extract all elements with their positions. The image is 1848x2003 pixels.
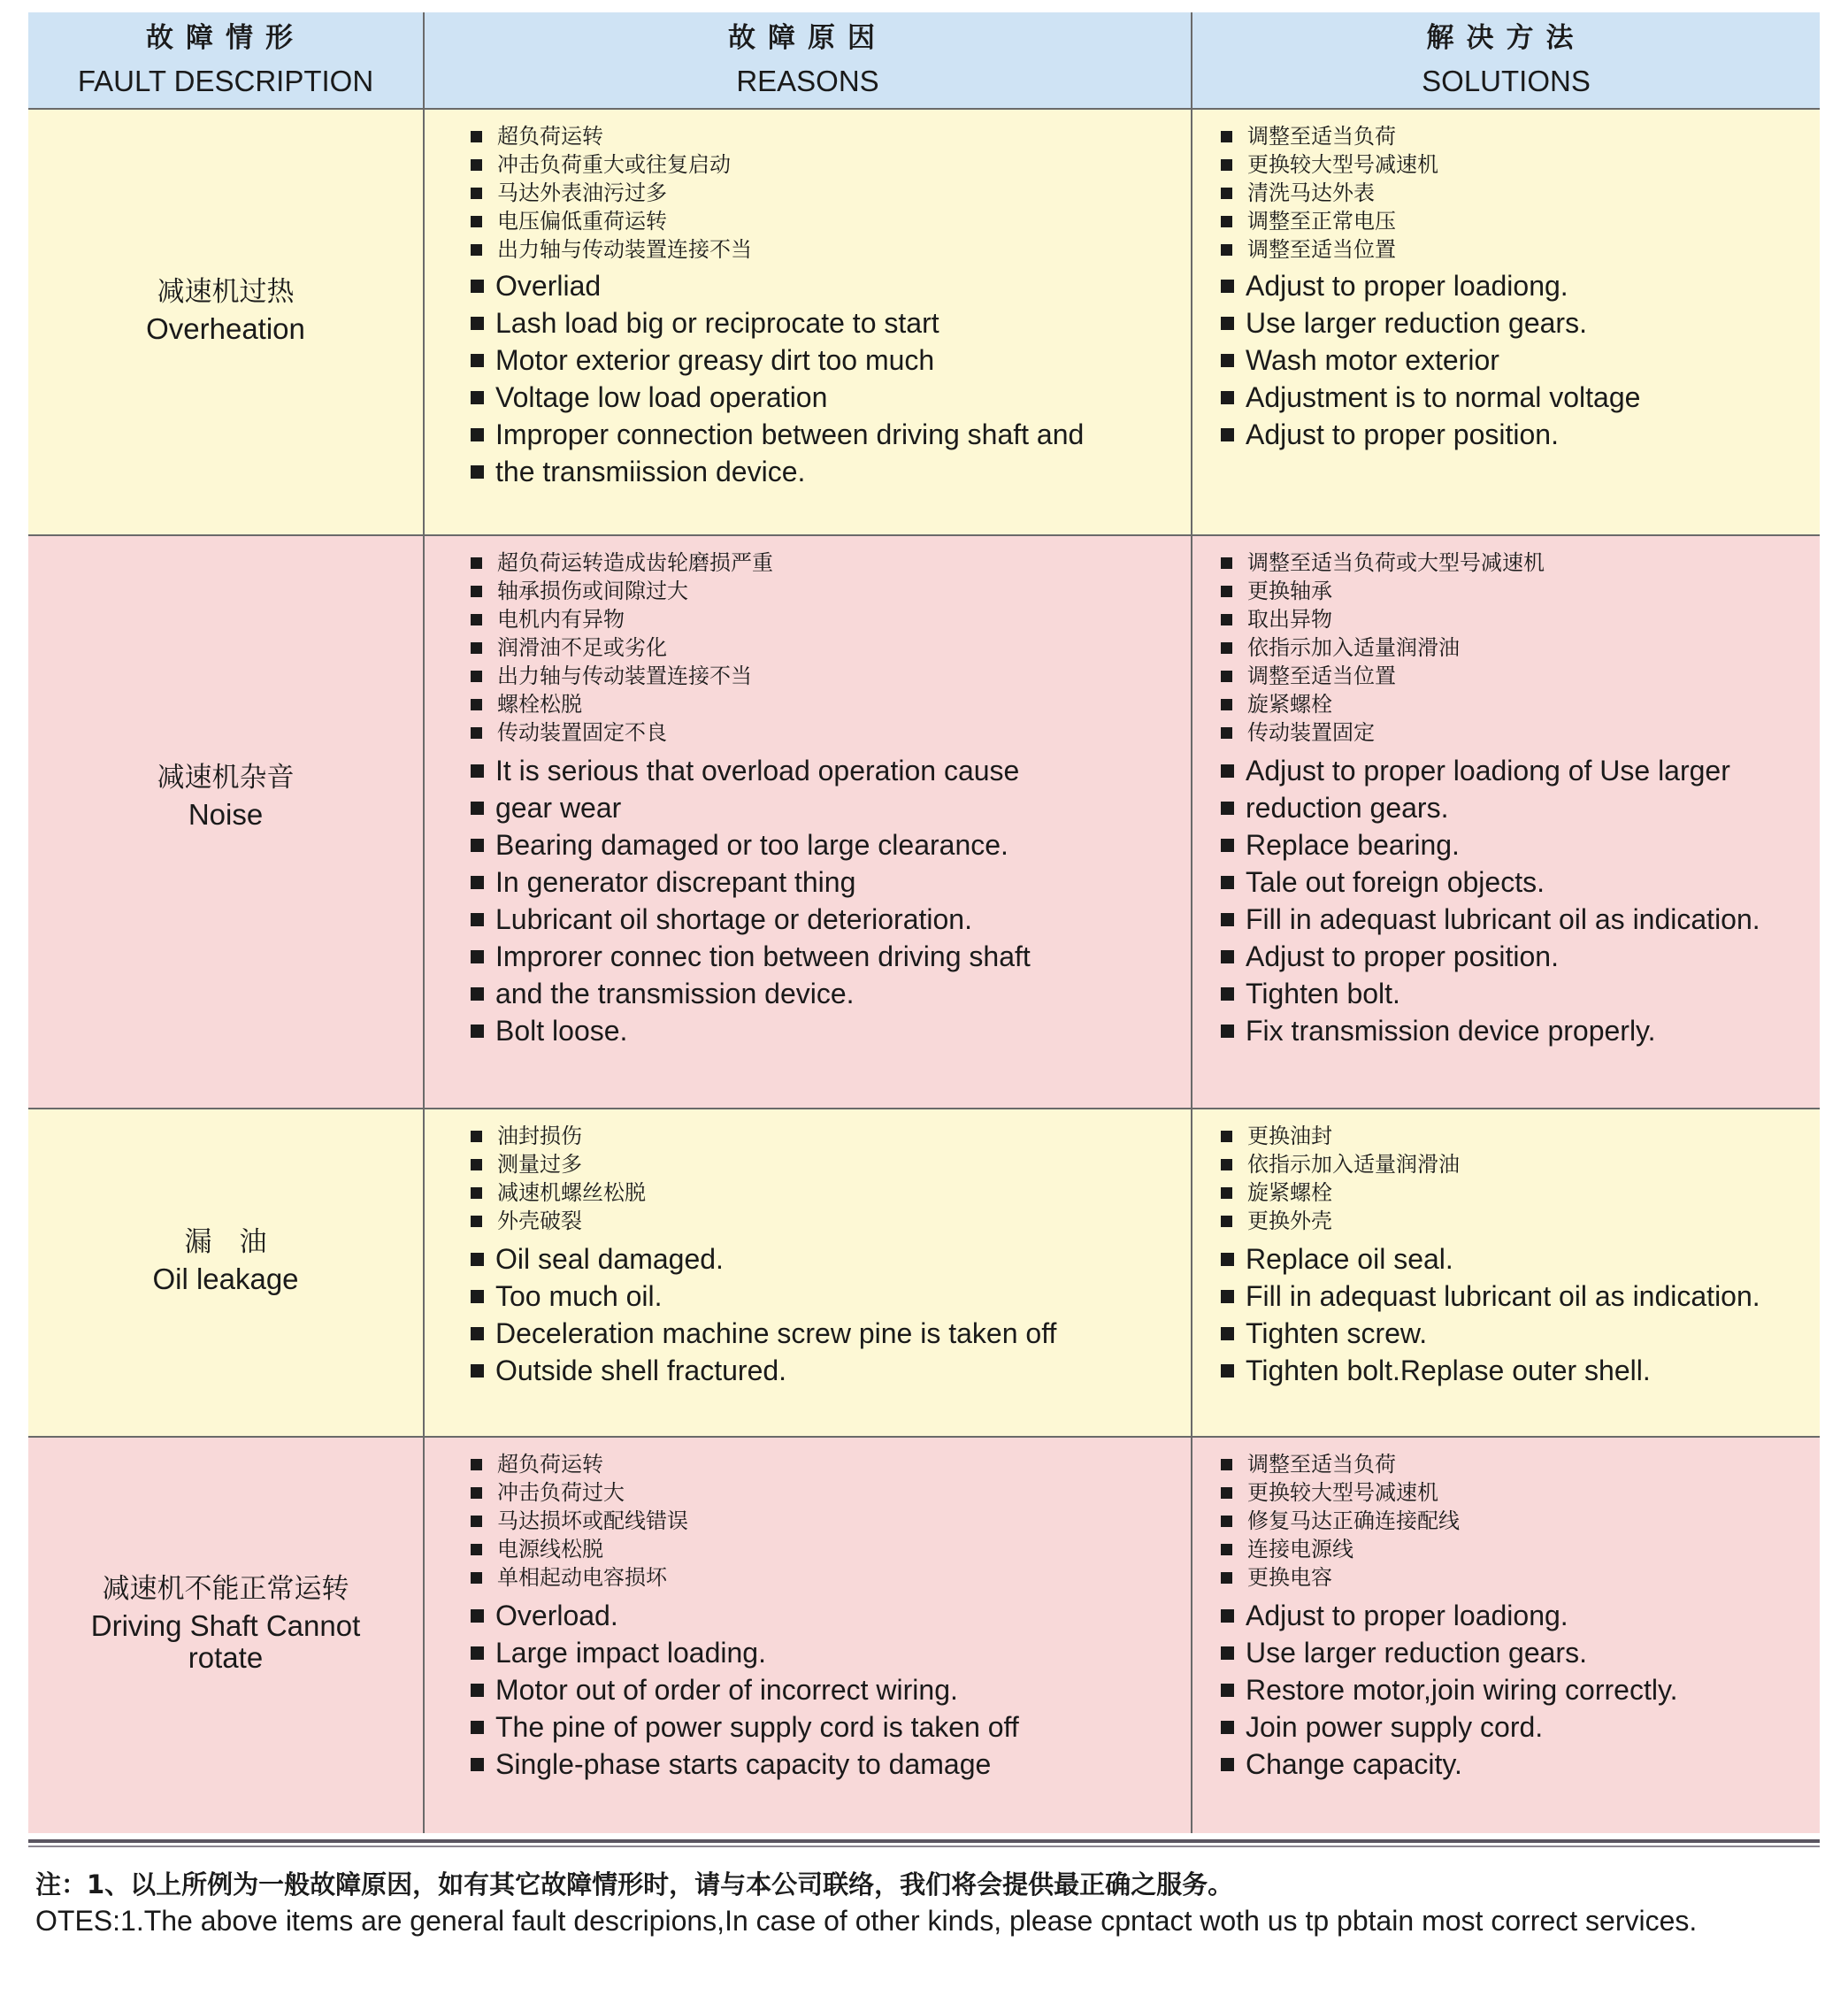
list-item: 更换轴承	[1221, 577, 1820, 605]
list-item: 调整至适当位置	[1221, 662, 1820, 690]
list-item: Deceleration machine screw pine is taken off	[471, 1315, 1191, 1352]
fault-cell	[28, 1437, 424, 1833]
list-item: 调整至适当位置	[1221, 235, 1820, 264]
reasons-en-list	[471, 1597, 1191, 1783]
list-item: 清洗马达外表	[1221, 179, 1820, 207]
list-item: Improper connection between driving shaft and	[471, 416, 1191, 453]
list-item: the transmiission device.	[471, 453, 1191, 490]
table-bottom-rule	[28, 1839, 1820, 1843]
list-item: 出力轴与传动装置连接不当	[471, 235, 1191, 264]
list-item: 修复马达正确连接配线	[1221, 1507, 1820, 1535]
list-item: 测量过多	[471, 1150, 1191, 1178]
reasons-cn-list	[471, 1450, 1191, 1592]
list-item: 油封损伤	[471, 1122, 1191, 1150]
header-fault-description	[28, 12, 424, 109]
list-item: Improrer connec tion between driving shaft	[471, 938, 1191, 975]
list-item: 减速机螺丝松脱	[471, 1178, 1191, 1207]
list-item: 轴承损伤或间隙过大	[471, 577, 1191, 605]
fault-cn: 漏 油	[184, 1225, 267, 1258]
list-item: 更换油封	[1221, 1122, 1820, 1150]
list-item: 超负荷运转造成齿轮磨损严重	[471, 549, 1191, 577]
list-item: 超负荷运转	[471, 122, 1191, 150]
table-row	[28, 109, 1820, 535]
fault-en: Overheation	[146, 312, 305, 345]
list-item: Bolt loose.	[471, 1012, 1191, 1049]
list-item: Adjustment is to normal voltage	[1221, 379, 1820, 416]
list-item: 传动装置固定	[1221, 718, 1820, 747]
header-solutions-cn: 解决方法	[1426, 22, 1586, 54]
list-item: and the transmission device.	[471, 975, 1191, 1012]
list-item: 马达损坏或配线错误	[471, 1507, 1191, 1535]
list-item: 更换电容	[1221, 1563, 1820, 1592]
solutions-cell	[1192, 535, 1820, 1109]
list-item: Adjust to proper loadiong.	[1221, 1597, 1820, 1634]
reasons-cell	[424, 109, 1192, 535]
reasons-en-list	[471, 267, 1191, 490]
fault-cell	[28, 1109, 424, 1437]
list-item: 电压偏低重荷运转	[471, 207, 1191, 235]
list-item: 旋紧螺栓	[1221, 1178, 1820, 1207]
reasons-cn-list	[471, 122, 1191, 264]
list-item: 冲击负荷过大	[471, 1478, 1191, 1507]
list-item: reduction gears.	[1221, 789, 1820, 826]
header-reasons-cn: 故障原因	[728, 22, 887, 54]
list-item: Lubricant oil shortage or deterioration.	[471, 901, 1191, 938]
fault-en: Noise	[188, 798, 264, 831]
list-item: 电机内有异物	[471, 605, 1191, 633]
list-item: Overliad	[471, 267, 1191, 304]
list-item: 旋紧螺栓	[1221, 690, 1820, 718]
header-solutions-en: SOLUTIONS	[1422, 65, 1591, 97]
list-item: Fill in adequast lubricant oil as indication.	[1221, 1278, 1820, 1315]
list-item: Fill in adequast lubricant oil as indication.	[1221, 901, 1820, 938]
footnote-en: OTES:1.The above items are general fault descripions,In case of other kinds, please cpntact woth us tp pbtain most correct services.	[35, 1905, 1698, 1937]
reasons-cn-list	[471, 549, 1191, 747]
solutions-en-list	[1221, 1597, 1820, 1783]
solutions-cell	[1192, 1437, 1820, 1833]
fault-cn: 减速机过热	[157, 276, 295, 308]
list-item: 外壳破裂	[471, 1207, 1191, 1235]
list-item: Tale out foreign objects.	[1221, 863, 1820, 901]
reasons-cn-list	[471, 1122, 1191, 1235]
list-item: 出力轴与传动装置连接不当	[471, 662, 1191, 690]
solutions-en-list	[1221, 752, 1820, 1049]
list-item: Tighten bolt.Replase outer shell.	[1221, 1352, 1820, 1389]
fault-cell	[28, 535, 424, 1109]
list-item: 调整至适当负荷	[1221, 1450, 1820, 1478]
header-solutions	[1192, 12, 1820, 109]
list-item: 更换较大型号减速机	[1221, 150, 1820, 179]
list-item: Outside shell fractured.	[471, 1352, 1191, 1389]
header-fault-en: FAULT DESCRIPTION	[77, 65, 374, 97]
list-item: 依指示加入适量润滑油	[1221, 1150, 1820, 1178]
list-item: 润滑油不足或劣化	[471, 633, 1191, 662]
list-item: Large impact loading.	[471, 1634, 1191, 1671]
list-item: Motor exterior greasy dirt too much	[471, 342, 1191, 379]
list-item: gear wear	[471, 789, 1191, 826]
reasons-cell	[424, 1109, 1192, 1437]
solutions-cn-list	[1221, 549, 1820, 747]
list-item: Oil seal damaged.	[471, 1240, 1191, 1278]
table-row	[28, 1437, 1820, 1833]
header-fault-cn: 故障情形	[146, 22, 305, 54]
list-item: 调整至适当负荷或大型号减速机	[1221, 549, 1820, 577]
solutions-en-list	[1221, 267, 1820, 453]
list-item: 传动装置固定不良	[471, 718, 1191, 747]
fault-en: Driving Shaft Cannot rotate	[90, 1608, 361, 1674]
list-item: 依指示加入适量润滑油	[1221, 633, 1820, 662]
solutions-en-list	[1221, 1240, 1820, 1389]
reasons-en-list	[471, 752, 1191, 1049]
solutions-cn-list	[1221, 122, 1820, 264]
list-item: 螺栓松脱	[471, 690, 1191, 718]
table-row	[28, 535, 1820, 1109]
fault-cn: 减速机杂音	[157, 762, 295, 794]
solutions-cn-list	[1221, 1450, 1820, 1592]
list-item: Wash motor exterior	[1221, 342, 1820, 379]
list-item: Adjust to proper loadiong.	[1221, 267, 1820, 304]
list-item: 冲击负荷重大或往复启动	[471, 150, 1191, 179]
list-item: 马达外表油污过多	[471, 179, 1191, 207]
table-row	[28, 1109, 1820, 1437]
list-item: Motor out of order of incorrect wiring.	[471, 1671, 1191, 1708]
list-item: Overload.	[471, 1597, 1191, 1634]
list-item: 调整至适当负荷	[1221, 122, 1820, 150]
fault-cn: 减速机不能正常运转	[102, 1572, 349, 1605]
list-item: Change capacity.	[1221, 1746, 1820, 1783]
list-item: Tighten screw.	[1221, 1315, 1820, 1352]
reasons-cell	[424, 1437, 1192, 1833]
list-item: Adjust to proper loadiong of Use larger	[1221, 752, 1820, 789]
list-item: Tighten bolt.	[1221, 975, 1820, 1012]
list-item: Adjust to proper position.	[1221, 938, 1820, 975]
solutions-cell	[1192, 1109, 1820, 1437]
list-item: 单相起动电容损坏	[471, 1563, 1191, 1592]
list-item: Replace oil seal.	[1221, 1240, 1820, 1278]
list-item: Adjust to proper position.	[1221, 416, 1820, 453]
list-item: 取出异物	[1221, 605, 1820, 633]
list-item: 连接电源线	[1221, 1535, 1820, 1563]
list-item: Use larger reduction gears.	[1221, 304, 1820, 342]
list-item: 更换较大型号减速机	[1221, 1478, 1820, 1507]
solutions-cn-list	[1221, 1122, 1820, 1235]
header-reasons	[424, 12, 1192, 109]
list-item: In generator discrepant thing	[471, 863, 1191, 901]
reasons-cell	[424, 535, 1192, 1109]
list-item: It is serious that overload operation cause	[471, 752, 1191, 789]
list-item: Fix transmission device properly.	[1221, 1012, 1820, 1049]
list-item: 超负荷运转	[471, 1450, 1191, 1478]
list-item: 调整至正常电压	[1221, 207, 1820, 235]
list-item: The pine of power supply cord is taken off	[471, 1708, 1191, 1746]
list-item: Replace bearing.	[1221, 826, 1820, 863]
list-item: Bearing damaged or too large clearance.	[471, 826, 1191, 863]
list-item: 更换外壳	[1221, 1207, 1820, 1235]
fault-cell	[28, 109, 424, 535]
reasons-en-list	[471, 1240, 1191, 1389]
fault-en: Oil leakage	[152, 1262, 299, 1295]
list-item: Too much oil.	[471, 1278, 1191, 1315]
list-item: 电源线松脱	[471, 1535, 1191, 1563]
list-item: Single-phase starts capacity to damage	[471, 1746, 1191, 1783]
fault-table	[28, 12, 1820, 1833]
solutions-cell	[1192, 109, 1820, 535]
list-item: Join power supply cord.	[1221, 1708, 1820, 1746]
table-header-row	[28, 12, 1820, 109]
header-reasons-en: REASONS	[736, 65, 879, 97]
list-item: Restore motor,join wiring correctly.	[1221, 1671, 1820, 1708]
list-item: Use larger reduction gears.	[1221, 1634, 1820, 1671]
footnote-cn: 注：1、以上所例为一般故障原因，如有其它故障情形时，请与本公司联络，我们将会提供最正确之服务。	[35, 1869, 1234, 1899]
list-item: Voltage low load operation	[471, 379, 1191, 416]
list-item: Lash load big or reciprocate to start	[471, 304, 1191, 342]
table-bottom-rule-thin	[28, 1846, 1820, 1847]
